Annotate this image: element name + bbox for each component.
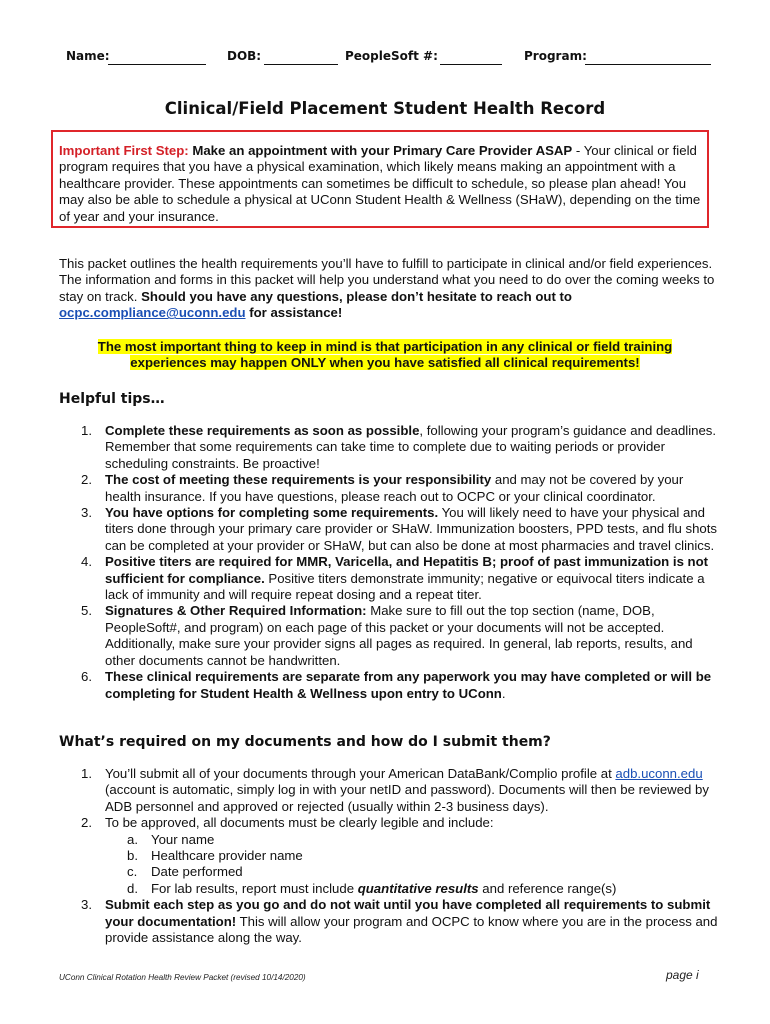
list-item-bold: You have options for completing some requirements. — [105, 505, 439, 521]
name-field[interactable] — [108, 64, 206, 65]
list-item-number: 4. — [81, 554, 92, 570]
list-item-text: You’ll submit all of your documents through your American DataBank/Complio profile at — [105, 766, 616, 781]
compliance-email-link[interactable]: ocpc.compliance@uconn.edu — [59, 305, 246, 321]
sublist-letter: a. — [127, 831, 138, 847]
sublist-emphasis: quantitative results — [357, 880, 479, 896]
first-step-label: Important First Step: — [59, 143, 189, 158]
page-number: page i — [666, 968, 699, 982]
sublist-item — [105, 832, 721, 848]
intro-text: This packet outlines the health requirements you’ll have to fulfill to participate in clinical and/or field experiences. The information and forms in this packet will help you understand what you need to do over the coming weeks to stay on track. — [59, 256, 715, 304]
list-item — [59, 472, 721, 505]
page-title: Clinical/Field Placement Student Health Record — [164, 99, 606, 118]
tips-list — [59, 423, 721, 702]
list-item-number: 6. — [81, 669, 92, 685]
sublist-item — [105, 848, 721, 864]
adb-link[interactable]: adb.uconn.edu — [615, 766, 703, 781]
list-item-text: . — [501, 685, 506, 701]
list-item-number: 2. — [81, 472, 92, 488]
sublist-letter: b. — [127, 848, 138, 864]
student-info-header — [0, 48, 770, 68]
list-item — [59, 897, 721, 946]
list-item-text: , following your program’s guidance and deadlines. Remember that some requirements can take time to complete due to waiting periods or provider scheduling constraints. Be proactive! — [105, 423, 717, 471]
list-item-text: You will likely need to have your physical and titers done through your primary care provider or SHaW. Immunization boosters, PPD tests, and flu shots can be completed at your provider or SHaW, but can also be done at most pharmacies and travel clinics. — [105, 505, 718, 553]
first-step-callout — [51, 130, 709, 228]
list-item — [59, 815, 721, 897]
list-item-number: 2. — [81, 815, 92, 831]
list-item — [59, 554, 721, 603]
list-item-text: Positive titers demonstrate immunity; negative or equivocal titers indicate a lack of immunity and will require repeat dosing and a repeat titer. — [105, 570, 705, 603]
list-item-bold: The cost of meeting these requirements is your responsibility — [105, 472, 492, 488]
sublist-text: Healthcare provider name — [151, 848, 303, 864]
list-item — [59, 669, 721, 702]
peoplesoft-field[interactable] — [440, 64, 502, 65]
program-label: Program: — [524, 49, 587, 63]
important-note-line2: experiences may happen ONLY when you have satisfied all clinical requirements! — [130, 355, 640, 371]
requirements-sublist — [105, 832, 721, 898]
list-item-bold: Submit each step as you go and do not wait until you have completed all requirements to submit your documentation! — [105, 897, 711, 929]
dob-field[interactable] — [264, 64, 338, 65]
important-note — [0, 339, 770, 372]
list-item-number: 5. — [81, 603, 92, 619]
list-item-number: 1. — [81, 766, 92, 781]
intro-bold-tail: for assistance! — [245, 305, 343, 321]
submit-list — [59, 766, 721, 946]
sublist-item — [105, 864, 721, 880]
intro-paragraph — [59, 256, 719, 322]
list-item — [59, 505, 721, 554]
list-item-text: To be approved, all documents must be clearly legible and include: — [105, 815, 494, 831]
list-item-text: Make sure to fill out the top section (name, DOB, PeopleSoft#, and program) on each page of this packet or your documents will not be accepted. Additionally, make sure your provider signs all pages as required. In general, lab reports, results, and other documents cannot be handwritten. — [105, 603, 693, 668]
sublist-item — [105, 881, 721, 897]
list-item-bold: These clinical requirements are separate from any paperwork you may have completed or will be completing for Student Health & Wellness upon entry to UConn — [105, 669, 712, 701]
intro-bold: Should you have any questions, please don’t hesitate to reach out to — [141, 288, 572, 304]
peoplesoft-label: PeopleSoft #: — [345, 49, 438, 63]
first-step-body: - Your clinical or field program requires that you have a physical examination, which likely means making an appointment with a healthcare provider. These appointments can sometimes be difficult to schedule, so please plan ahead! You may also be able to schedule a physical at UConn Student Health & Wellness (SHaW), depending on the time of year and your insurance. — [59, 143, 701, 224]
list-item — [59, 423, 721, 472]
list-item-number: 3. — [81, 505, 92, 521]
list-item-number: 1. — [81, 423, 92, 438]
sublist-text: For lab results, report must include — [151, 880, 358, 896]
list-item — [59, 766, 721, 815]
list-item — [59, 603, 721, 669]
sublist-text: Your name — [151, 831, 215, 847]
important-note-line1: The most important thing to keep in mind is that participation in any clinical or field training — [97, 339, 673, 354]
sublist-text: and reference range(s) — [478, 880, 617, 896]
list-item-text: This will allow your program and OCPC to know where you are in the process and provide assistance along the way. — [105, 913, 718, 946]
list-item-bold: Complete these requirements as soon as possible — [105, 423, 420, 438]
submit-heading: What’s required on my documents and how do I submit them? — [59, 734, 551, 750]
name-label: Name: — [66, 49, 110, 63]
list-item-text: and may not be covered by your health insurance. If you have questions, please reach out to OCPC or your clinical coordinator. — [105, 472, 684, 504]
program-field[interactable] — [585, 64, 711, 65]
sublist-letter: d. — [127, 880, 138, 896]
sublist-letter: c. — [127, 864, 138, 880]
tips-heading: Helpful tips… — [59, 391, 165, 407]
footer-revision: UConn Clinical Rotation Health Review Packet (revised 10/14/2020) — [59, 973, 306, 982]
list-item-text: (account is automatic, simply log in with your netID and password). Documents will then be reviewed by ADB personnel and approved or rejected (usually within 2-3 business days). — [105, 782, 709, 814]
list-item-bold: Signatures & Other Required Information: — [105, 603, 367, 619]
sublist-text: Date performed — [151, 864, 243, 880]
list-item-number: 3. — [81, 897, 92, 913]
dob-label: DOB: — [227, 49, 262, 63]
list-item-bold: Positive titers are required for MMR, Varicella, and Hepatitis B; proof of past immunization is not sufficient for compliance. — [105, 554, 709, 586]
first-step-bold: Make an appointment with your Primary Care Provider ASAP — [192, 143, 573, 158]
